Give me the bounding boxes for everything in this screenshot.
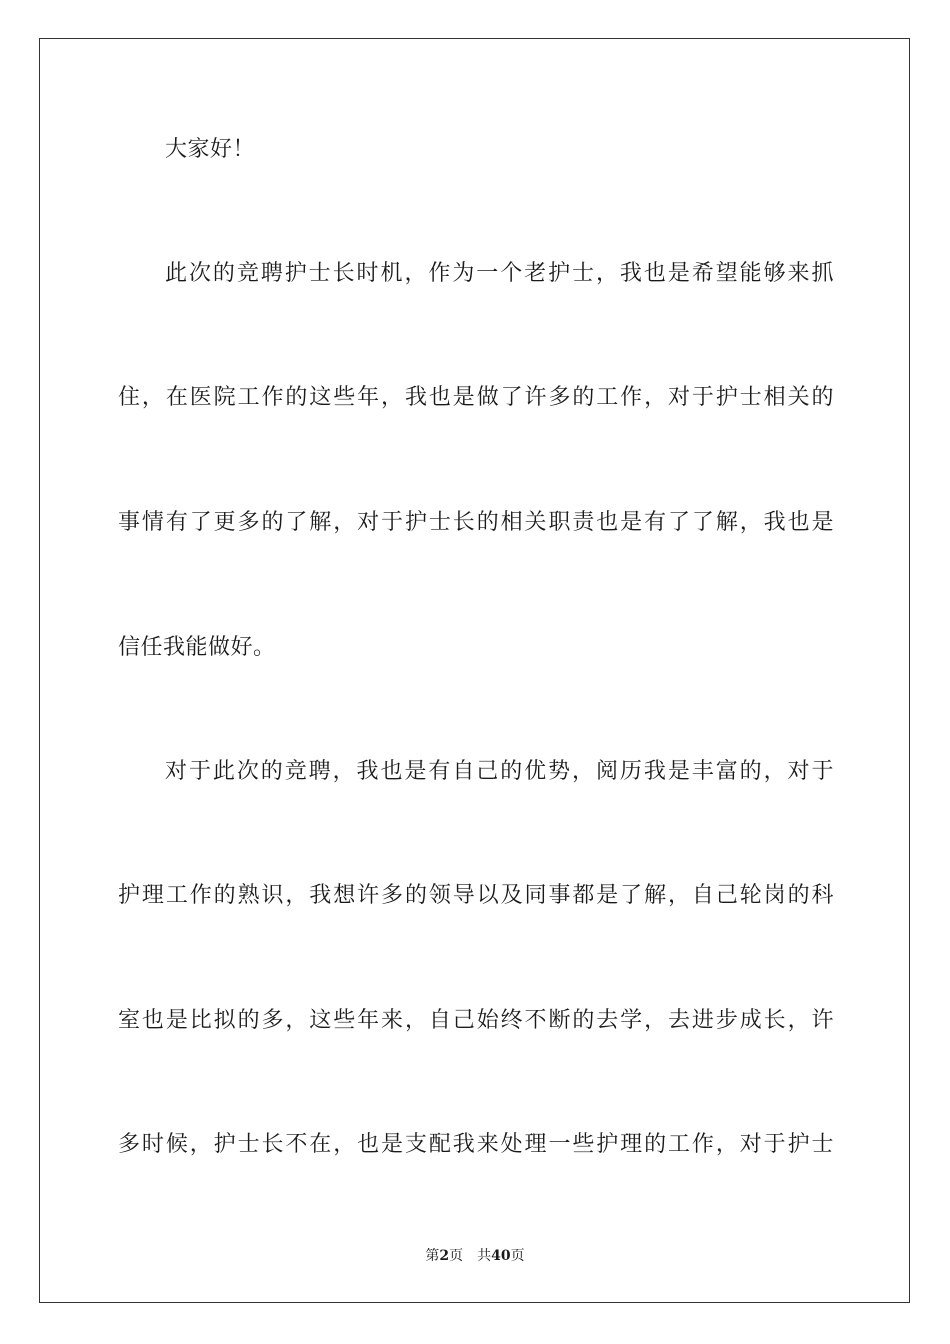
paragraph-1-line-4: 信任我能做好。	[118, 635, 276, 660]
total-prefix: 共	[477, 1248, 492, 1264]
paragraph-2-line-1: 对于此次的竞聘，我也是有自己的优势，阅历我是丰富的，对于	[165, 759, 834, 784]
page-prefix: 第	[425, 1248, 440, 1264]
paragraph-1-line-3: 事情有了更多的了解，对于护士长的相关职责也是有了了解，我也是	[118, 510, 834, 535]
total-pages: 40	[491, 1248, 511, 1264]
page-frame	[39, 38, 910, 1303]
page-number: 2	[439, 1248, 450, 1264]
paragraph-2-line-2: 护理工作的熟识，我想许多的领导以及同事都是了解，自己轮岗的科	[118, 883, 834, 908]
paragraph-1-line-1: 此次的竞聘护士长时机，作为一个老护士，我也是希望能够来抓	[165, 261, 834, 286]
paragraph-2-line-3: 室也是比拟的多，这些年来，自己始终不断的去学，去进步成长，许	[118, 1008, 834, 1033]
page-suffix: 页	[449, 1248, 464, 1264]
greeting-line: 大家好！	[165, 137, 256, 162]
paragraph-2-line-4: 多时候，护士长不在，也是支配我来处理一些护理的工作，对于护士	[118, 1132, 834, 1157]
page-footer	[0, 1246, 950, 1266]
total-suffix: 页	[510, 1248, 525, 1264]
paragraph-1-line-2: 住，在医院工作的这些年，我也是做了许多的工作，对于护士相关的	[118, 385, 834, 410]
